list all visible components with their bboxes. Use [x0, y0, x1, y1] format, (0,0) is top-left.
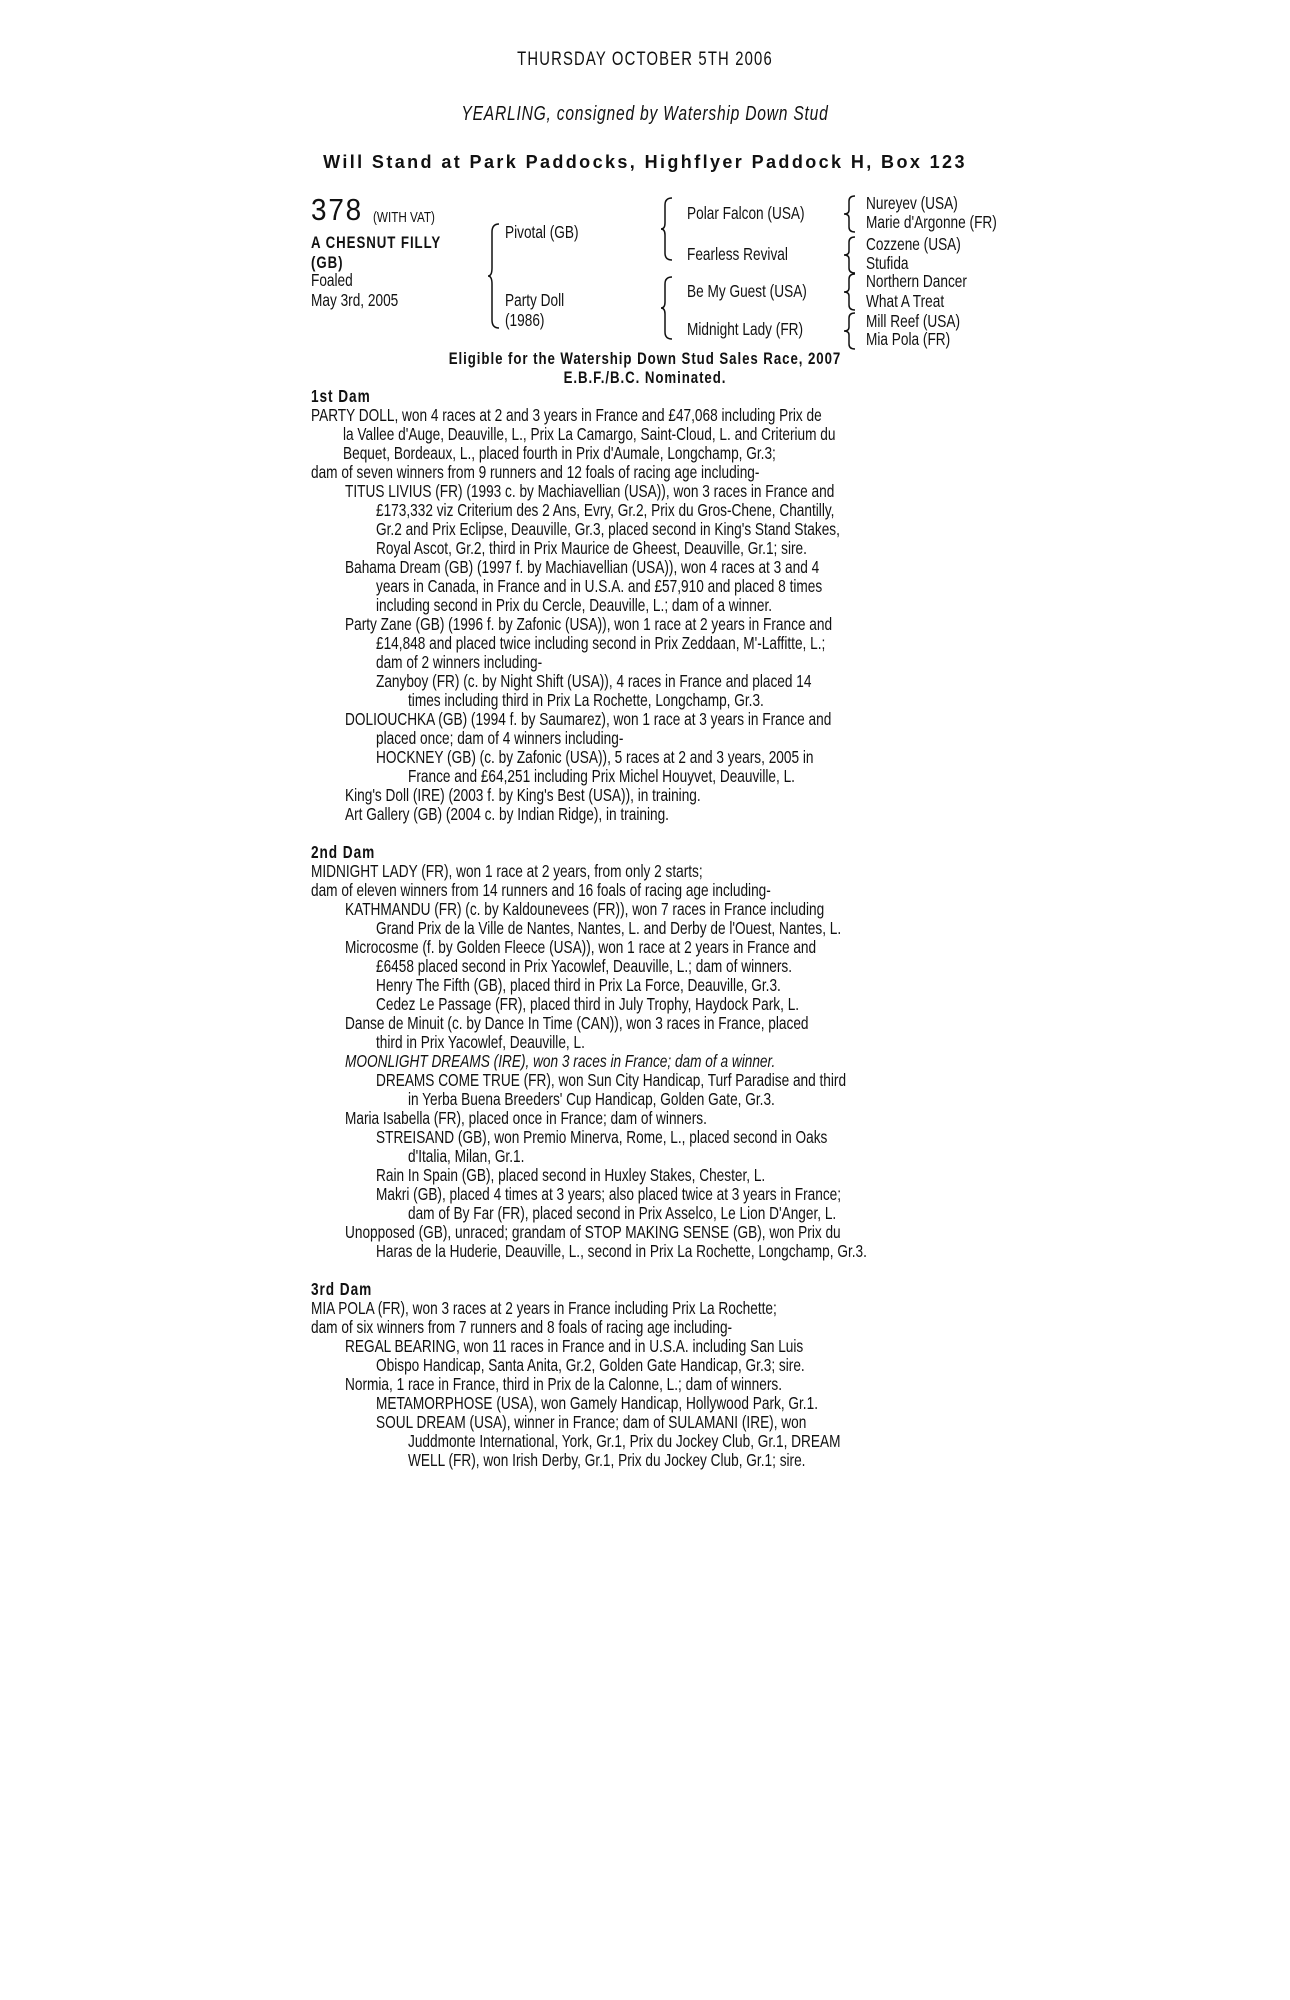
- first-dam-line: Party Zane (GB) (1996 f. by Zafonic (USA)), won 1 race at 2 years in France and: [345, 614, 833, 634]
- first-dam-line: placed once; dam of 4 winners including-: [376, 728, 624, 748]
- pedigree-dam-year: (1986): [505, 310, 545, 330]
- second-dam-line: Grand Prix de la Ville de Nantes, Nantes, L. and Derby de l'Ouest, Nantes, L.: [376, 918, 842, 938]
- pedigree-sd-dam: Stufida: [866, 253, 909, 273]
- second-dam-line: KATHMANDU (FR) (c. by Kaldounevees (FR)), won 7 races in France including: [345, 899, 825, 919]
- pedigree-brace-sd: [843, 235, 857, 275]
- second-dam-heading: 2nd Dam: [311, 842, 376, 862]
- pedigree-sd-sire: Cozzene (USA): [866, 234, 961, 254]
- second-dam-line: Microcosme (f. by Golden Fleece (USA)), won 1 race at 2 years in France and: [345, 937, 817, 957]
- third-dam-line: Normia, 1 race in France, third in Prix de la Calonne, L.; dam of winners.: [345, 1374, 782, 1394]
- first-dam-line: Zanyboy (FR) (c. by Night Shift (USA)), 4 races in France and placed 14: [376, 671, 812, 691]
- pedigree-dam-sire: Be My Guest (USA): [687, 281, 807, 301]
- vat-note: (WITH VAT): [373, 209, 435, 226]
- lot-description: A CHESNUT FILLY: [311, 233, 442, 252]
- pedigree-dd-dam: Mia Pola (FR): [866, 329, 951, 349]
- third-dam-line: dam of six winners from 7 runners and 8 foals of racing age including-: [311, 1317, 733, 1337]
- second-dam-line: Danse de Minuit (c. by Dance In Time (CAN)), won 3 races in France, placed: [345, 1013, 809, 1033]
- location-line: Will Stand at Park Paddocks, Highflyer Paddock H, Box 123: [323, 152, 967, 172]
- pedigree-brace-sire-line: [660, 196, 674, 262]
- first-dam-line: times including third in Prix La Rochette, Longchamp, Gr.3.: [408, 690, 764, 710]
- pedigree-ds-sire: Northern Dancer: [866, 271, 967, 291]
- pedigree-brace-ds: [843, 272, 857, 312]
- second-dam-line: Haras de la Huderie, Deauville, L., second in Prix La Rochette, Longchamp, Gr.3.: [376, 1241, 867, 1261]
- first-dam-line: £14,848 and placed twice including second in Prix Zeddaan, M'-Laffitte, L.;: [376, 633, 826, 653]
- second-dam-line: dam of By Far (FR), placed second in Prix Asselco, Le Lion D'Anger, L.: [408, 1203, 837, 1223]
- first-dam-line: la Vallee d'Auge, Deauville, L., Prix La Camargo, Saint-Cloud, L. and Criterium du: [343, 424, 836, 444]
- first-dam-line: PARTY DOLL, won 4 races at 2 and 3 years in France and £47,068 including Prix de: [311, 405, 822, 425]
- pedigree-brace-sire-dam: [487, 222, 501, 330]
- third-dam-line: REGAL BEARING, won 11 races in France and in U.S.A. including San Luis: [345, 1336, 804, 1356]
- second-dam-line: Makri (GB), placed 4 times at 3 years; also placed twice at 3 years in France;: [376, 1184, 842, 1204]
- consignment-line: YEARLING, consigned by Watership Down Stud: [461, 103, 829, 125]
- first-dam-line: HOCKNEY (GB) (c. by Zafonic (USA)), 5 races at 2 and 3 years, 2005 in: [376, 747, 814, 767]
- pedigree-ss-sire: Nureyev (USA): [866, 193, 958, 213]
- second-dam-line: MIDNIGHT LADY (FR), won 1 race at 2 years, from only 2 starts;: [311, 861, 703, 881]
- second-dam-line: third in Prix Yacowlef, Deauville, L.: [376, 1032, 585, 1052]
- third-dam-line: Juddmonte International, York, Gr.1, Prix du Jockey Club, Gr.1, DREAM: [408, 1431, 841, 1451]
- first-dam-line: years in Canada, in France and in U.S.A. and £57,910 and placed 8 times: [376, 576, 823, 596]
- pedigree-brace-dd: [843, 311, 857, 351]
- lot-origin: (GB): [311, 253, 344, 272]
- first-dam-line: dam of 2 winners including-: [376, 652, 543, 672]
- second-dam-line: in Yerba Buena Breeders' Cup Handicap, Golden Gate, Gr.3.: [408, 1089, 775, 1109]
- second-dam-line: Unopposed (GB), unraced; grandam of STOP MAKING SENSE (GB), won Prix du: [345, 1222, 841, 1242]
- foaled-date: May 3rd, 2005: [311, 290, 399, 310]
- lot-number: 378: [311, 192, 363, 227]
- pedigree-sire-sire: Polar Falcon (USA): [687, 203, 805, 223]
- pedigree-ss-dam: Marie d'Argonne (FR): [866, 212, 997, 232]
- pedigree-sire: Pivotal (GB): [505, 222, 579, 242]
- first-dam-line: £173,332 viz Criterium des 2 Ans, Evry, Gr.2, Prix du Gros-Chene, Chantilly,: [376, 500, 835, 520]
- pedigree-brace-ss: [843, 194, 857, 234]
- third-dam-line: MIA POLA (FR), won 3 races at 2 years in France including Prix La Rochette;: [311, 1298, 777, 1318]
- first-dam-heading: 1st Dam: [311, 386, 371, 406]
- third-dam-line: Obispo Handicap, Santa Anita, Gr.2, Golden Gate Handicap, Gr.3; sire.: [376, 1355, 805, 1375]
- first-dam-line: Art Gallery (GB) (2004 c. by Indian Ridge), in training.: [345, 804, 669, 824]
- first-dam-line: Bahama Dream (GB) (1997 f. by Machiavellian (USA)), won 4 races at 3 and 4: [345, 557, 820, 577]
- pedigree-brace-dam-line: [660, 275, 674, 341]
- pedigree-ds-dam: What A Treat: [866, 291, 945, 311]
- second-dam-line: Maria Isabella (FR), placed once in France; dam of winners.: [345, 1108, 707, 1128]
- foaled-label: Foaled: [311, 270, 353, 290]
- third-dam-line: SOUL DREAM (USA), winner in France; dam of SULAMANI (IRE), won: [376, 1412, 807, 1432]
- first-dam-line: DOLIOUCHKA (GB) (1994 f. by Saumarez), won 1 race at 3 years in France and: [345, 709, 832, 729]
- second-dam-line: Rain In Spain (GB), placed second in Huxley Stakes, Chester, L.: [376, 1165, 766, 1185]
- second-dam-line: Cedez Le Passage (FR), placed third in July Trophy, Haydock Park, L.: [376, 994, 800, 1014]
- pedigree-dam: Party Doll: [505, 290, 565, 310]
- second-dam-line: MOONLIGHT DREAMS (IRE), won 3 races in France; dam of a winner.: [345, 1051, 776, 1071]
- first-dam-line: including second in Prix du Cercle, Deauville, L.; dam of a winner.: [376, 595, 773, 615]
- pedigree-dam-dam: Midnight Lady (FR): [687, 319, 804, 339]
- second-dam-line: STREISAND (GB), won Premio Minerva, Rome, L., placed second in Oaks: [376, 1127, 828, 1147]
- second-dam-line: DREAMS COME TRUE (FR), won Sun City Handicap, Turf Paradise and third: [376, 1070, 847, 1090]
- sale-date: THURSDAY OCTOBER 5TH 2006: [517, 49, 773, 70]
- first-dam-line: Royal Ascot, Gr.2, third in Prix Maurice de Gheest, Deauville, Gr.1; sire.: [376, 538, 807, 558]
- third-dam-line: METAMORPHOSE (USA), won Gamely Handicap, Hollywood Park, Gr.1.: [376, 1393, 818, 1413]
- first-dam-line: Gr.2 and Prix Eclipse, Deauville, Gr.3, placed second in King's Stand Stakes,: [376, 519, 840, 539]
- nomination-line: E.B.F./B.C. Nominated.: [563, 368, 727, 387]
- first-dam-line: Bequet, Bordeaux, L., placed fourth in Prix d'Aumale, Longchamp, Gr.3;: [343, 443, 776, 463]
- first-dam-line: TITUS LIVIUS (FR) (1993 c. by Machiavellian (USA)), won 3 races in France and: [345, 481, 835, 501]
- first-dam-line: dam of seven winners from 9 runners and 12 foals of racing age including-: [311, 462, 760, 482]
- eligibility-line: Eligible for the Watership Down Stud Sales Race, 2007: [448, 349, 842, 368]
- second-dam-line: Henry The Fifth (GB), placed third in Prix La Force, Deauville, Gr.3.: [376, 975, 781, 995]
- third-dam-line: WELL (FR), won Irish Derby, Gr.1, Prix du Jockey Club, Gr.1; sire.: [408, 1450, 806, 1470]
- first-dam-line: King's Doll (IRE) (2003 f. by King's Best (USA)), in training.: [345, 785, 701, 805]
- second-dam-line: £6458 placed second in Prix Yacowlef, Deauville, L.; dam of winners.: [376, 956, 793, 976]
- second-dam-line: dam of eleven winners from 14 runners and 16 foals of racing age including-: [311, 880, 771, 900]
- pedigree-sire-dam: Fearless Revival: [687, 244, 788, 264]
- pedigree-dd-sire: Mill Reef (USA): [866, 311, 961, 331]
- first-dam-line: France and £64,251 including Prix Michel Houyvet, Deauville, L.: [408, 766, 795, 786]
- third-dam-heading: 3rd Dam: [311, 1279, 373, 1299]
- second-dam-line: d'Italia, Milan, Gr.1.: [408, 1146, 525, 1166]
